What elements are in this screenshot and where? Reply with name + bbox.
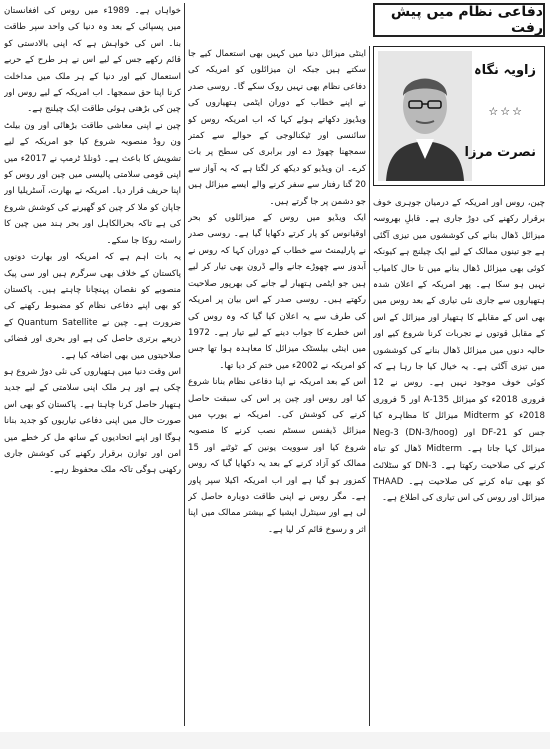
article-column-right [373,195,545,725]
page-bottom-margin [0,732,550,749]
column-divider [184,3,185,726]
paragraph: اینٹی میزائل دنیا میں کہیں بھی استعمال کیے جا سکتے ہیں جبکہ ان میزائلوں کو امریکہ کی دفاعی نظام بھی نہیں روک سکے گا۔ روسی صدر نے اپنے خطاب کے دوران ایٹمی ہتھیاروں کی ویڈیوز دکھاتے ہوئے کہا کہ اب امریکہ روس کو سائنسی اور ٹیکنالوجی کے حوالے سے کمتر سمجھنا چھوڑ دے اور برابری کی سطح پر بات کرے۔ ان ویڈیو کو دیکھ کر لگتا ہے کہ یہ آواز سے 20 گنا رفتار سے سفر کرنے والے ایسے میزائل ہیں جو دشمن پر جا گرتے ہیں۔ [188,49,366,207]
article-column-middle [188,46,366,726]
stars-ornament: ☆☆☆ [488,105,524,118]
author-box [373,46,545,186]
paragraph: یہ بات اہم ہے کہ امریکہ اور بھارت دونوں پاکستان کے خلاف بھی سرگرم ہیں اور سی پیک منصوبے کو نقصان پہنچانا چاہتے ہیں۔ پاکستان کو بھی اپنے دفاعی نظام کو مضبوط رکھنے کی ضرورت ہے۔ چین نے Quantum Satellite کے ذریعے برتری حاصل کی ہے اور بحری اور فضائی صلاحیتوں میں بھی اضافہ کیا ہے۔ [4,252,181,361]
paragraph: چین نے اپنی معاشی طاقت بڑھائی اور ون بیلٹ ون روڈ منصوبہ شروع کیا جو امریکہ کے لیے تشویش کا باعث ہے۔ ڈونلڈ ٹرمپ نے 2017ء میں اپنی قومی سلامتی پالیسی میں چین اور روس کو اپنا حریف قرار دیا۔ امریکہ نے بھارت، آسٹریلیا اور جاپان کو ملا کر چین کو گھیرنے کی کوشش شروع کی ہے تاکہ بحرالکاہل اور بحر ہند میں چین کا راستہ روکا جا سکے۔ [4,120,181,246]
article-column-left [4,3,181,726]
article-headline [373,3,545,37]
author-photo [378,51,472,181]
paragraph: ایک ویڈیو میں روس کے میزائلوں کو بحر اوقیانوس کو پار کرتے دکھایا گیا ہے۔ روسی صدر نے پارلیمنٹ سے خطاب کے دوران کہا کہ روس نے آبدوز سے چھوڑے جانے والے ڈرون بھی تیار کر لیے ہیں جو ایٹمی ہتھیار لے جانے کی بھرپور صلاحیت رکھتے ہیں۔ روسی صدر کے اس بیان پر امریکہ کی طرف سے یہ اعلان کیا گیا کہ وہ روس کی اس خطرے کا جواب دینے کے لیے تیار ہے۔ 1972 میں اینٹی بیلسٹک میزائل کا معاہدہ ہوا تھا جس کو امریکہ نے 2002ء میں ختم کر دیا تھا۔ [188,213,366,371]
paragraph: اس کے بعد امریکہ نے اپنا دفاعی نظام بنانا شروع کیا اور روس اور چین پر اس کی سبقت حاصل کرنے کی کوشش کی۔ امریکہ نے یورپ میں میزائل ڈیفنس سسٹم نصب کرنے کا منصوبہ شروع کیا اور سوویت یونین کے ٹوٹنے اور 15 ممالک کو آزاد کرنے کے بعد یہ دکھایا گیا کہ روس کمزور ہو گیا ہے اور اب امریکہ اکیلا سپر پاور ہے۔ مگر روس نے اپنی طاقت دوبارہ حاصل کر لی ہے اور سینٹرل ایشیا کے بیشتر ممالک میں اپنا اثر و رسوخ قائم کر لیا ہے۔ [188,377,366,535]
column-name: زاویہ نگاہ [474,63,536,78]
column-divider [369,46,370,726]
paragraph: چین، روس اور امریکہ کے درمیان جوہری خوف برقرار رکھنے کی دوڑ جاری ہے۔ قابلِ بھروسہ میزائل ڈھال بنانے کی کوششوں میں تیزی آگئی ہے جو تینوں ممالک کے لیے ایک چیلنج ہے کیونکہ کوئی بھی میزائل ڈھال بنانے میں تا حال کامیاب نہیں ہو سکا ہے۔ پھر امریکہ کے اعلان شدہ ہتھیاروں سے جاری نئی تیاری کے بعد روس میں بھی اس کے مقابلے کا ہتھیار اور میزائل کے اس کے مقابل قوتوں نے تجربات کرنا شروع کیے اور حالیہ دنوں میں میزائل ڈھال بنانے کی کوششوں میں تیزی آگئی ہے۔ یہ خیال کیا جا رہا ہے کہ کوئی خوف موجود نہیں ہے۔ روس نے 12 فروری 2018ء کو میزائل A-135 اور 5 فروری 2018ء کو Midterm میزائل کا مظاہرہ کیا جس کو DF-21 اور Neg-3 (DN-3/hoog) میزائل کہا جاتا ہے۔ Midterm ڈھال کو تباہ کرنے کی صلاحیت رکھتا ہے۔ DN-3 کو سٹلائٹ کو بھی تباہ کرنے کی صلاحیت ہے۔ THAAD میزائل اور روس کی اس تیاری کی اطلاع ہے۔ [373,198,545,504]
author-name: نصرت مرزا [464,145,536,160]
paragraph: خواہاں ہے۔ 1989ء میں روس کی افغانستان میں پسپائی کے بعد وہ دنیا کی واحد سپر طاقت بنا۔ اس کی خواہش ہے کہ اپنی بالادستی کو قائم رکھے جس کے لیے اس نے ہر طرح کے حربے استعمال کیے اور دنیا کے ہر ملک میں مداخلت کرنا اپنا حق سمجھا۔ اب امریکہ کے لیے روس اور چین کی بڑھتی ہوئی طاقت ایک چیلنج ہے۔ [4,6,181,115]
paragraph: اس وقت دنیا میں ہتھیاروں کی نئی دوڑ شروع ہو چکی ہے اور ہر ملک اپنی سلامتی کے لیے جدید ہتھیار حاصل کرنا چاہتا ہے۔ پاکستان کو بھی اس صورت حال میں اپنی دفاعی تیاریوں کو جدید بنانا ہوگا اور اپنے اتحادیوں کے ساتھ مل کر خطے میں امن اور توازن برقرار رکھنے کی کوشش جاری رکھنی ہوگی تاکہ ملک محفوظ رہے۔ [4,366,181,476]
author-portrait-image [378,51,472,181]
headline-text: دفاعی نظام میں پیش رفت [390,4,543,36]
